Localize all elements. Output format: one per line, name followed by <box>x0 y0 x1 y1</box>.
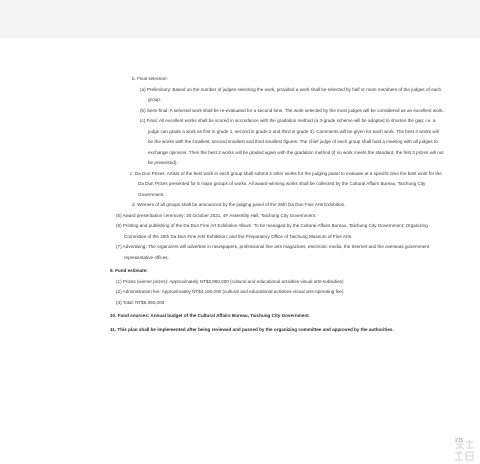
page-number: 275 <box>455 438 464 444</box>
item-6: (6) Printing and publishing of the Da Dun Fine Art Exhibition Album: To be managed by the Cultural Affairs Bureau, Taichung City Government; Organizing Committee of the 26th Da Dun Fine Arts Exhibition; and the Preparatory Office of Taichung Museum of Fine Arts. <box>116 223 428 239</box>
section-b-heading: b. Final selection: <box>132 76 168 81</box>
item-7: (7) Advertising: The organizers will advertise in newspapers, professional fine arts magazines, electronic media, the Internet and the overseas government representative offices. <box>116 244 430 260</box>
section-d: d. Winners of all groups shall be announced by the judging panel of the 26th Da Dun Fine Arts Exhibition. <box>132 202 346 207</box>
section-11: 11. This plan shall be implemented after being reviewed and passed by the organizing committee and approved by the authorities. <box>110 326 394 332</box>
fund-item-3: (3) Total: NT$8,050,000 <box>116 299 165 305</box>
document-body <box>110 74 444 335</box>
item-b-a: (a) Preliminary: Based on the number of judges selecting the work, provided a work shall be selected by half or more members of the judges of each group. <box>140 86 442 102</box>
document-page <box>0 38 480 461</box>
section-c: c. Da Dun Prizes: Artists of the best work in each group shall submit 3 other works for the judging panel to evaluate at a specific time the best work for the Da Dun Prizes presented for 5 major groups of works. All award-winning works shall be collected by the Cultural Affairs Bureau, Taichung City Government. <box>130 170 442 197</box>
fund-item-1: (1) Prizes (winner prizes): Approximately NT$3,860,000 (cultural and educational activities-visual arts-subsidies) <box>116 278 344 284</box>
section-10: 10. Fund sources: Annual budget of the Cultural Affairs Bureau, Taichung City Government. <box>110 313 310 318</box>
fund-item-2: (2) Administration fee: Approximately NT$4,190,000 (cultural and educational activities-visual arts-operating fee) <box>116 289 344 294</box>
item-b-c: (c) Final: All excellent works shall be scored in accordance with the gradation method (a 3-grade scheme will be adopted to shorten the gap; i.e. a judge can grade a work as first in grade 1, second in grade 2 and third in grade 3). Comments will be given for each work. The best 3 works will be the works with the smallest, second smallest and third smallest figures. The chief judge of each group shall hold a meeting with all judges to exchange opinions. Then the best 3 works will be graded again with the gradation method (if no work meets the standard, the first 3 prizes will not be presented). <box>140 118 444 165</box>
viewer-top-band <box>0 0 480 38</box>
item-5: (5) Award presentation ceremony: 30 October 2021, 4F Assembly Hall, Taichung City Government. <box>116 212 317 218</box>
section-9-heading: 9. Fund estimate: <box>110 268 148 273</box>
item-b-b: (b) Semi-final: A selected work shall be re-evaluated for a second time. The work selected by the most judges will be considered as an excellent work. <box>140 107 444 113</box>
